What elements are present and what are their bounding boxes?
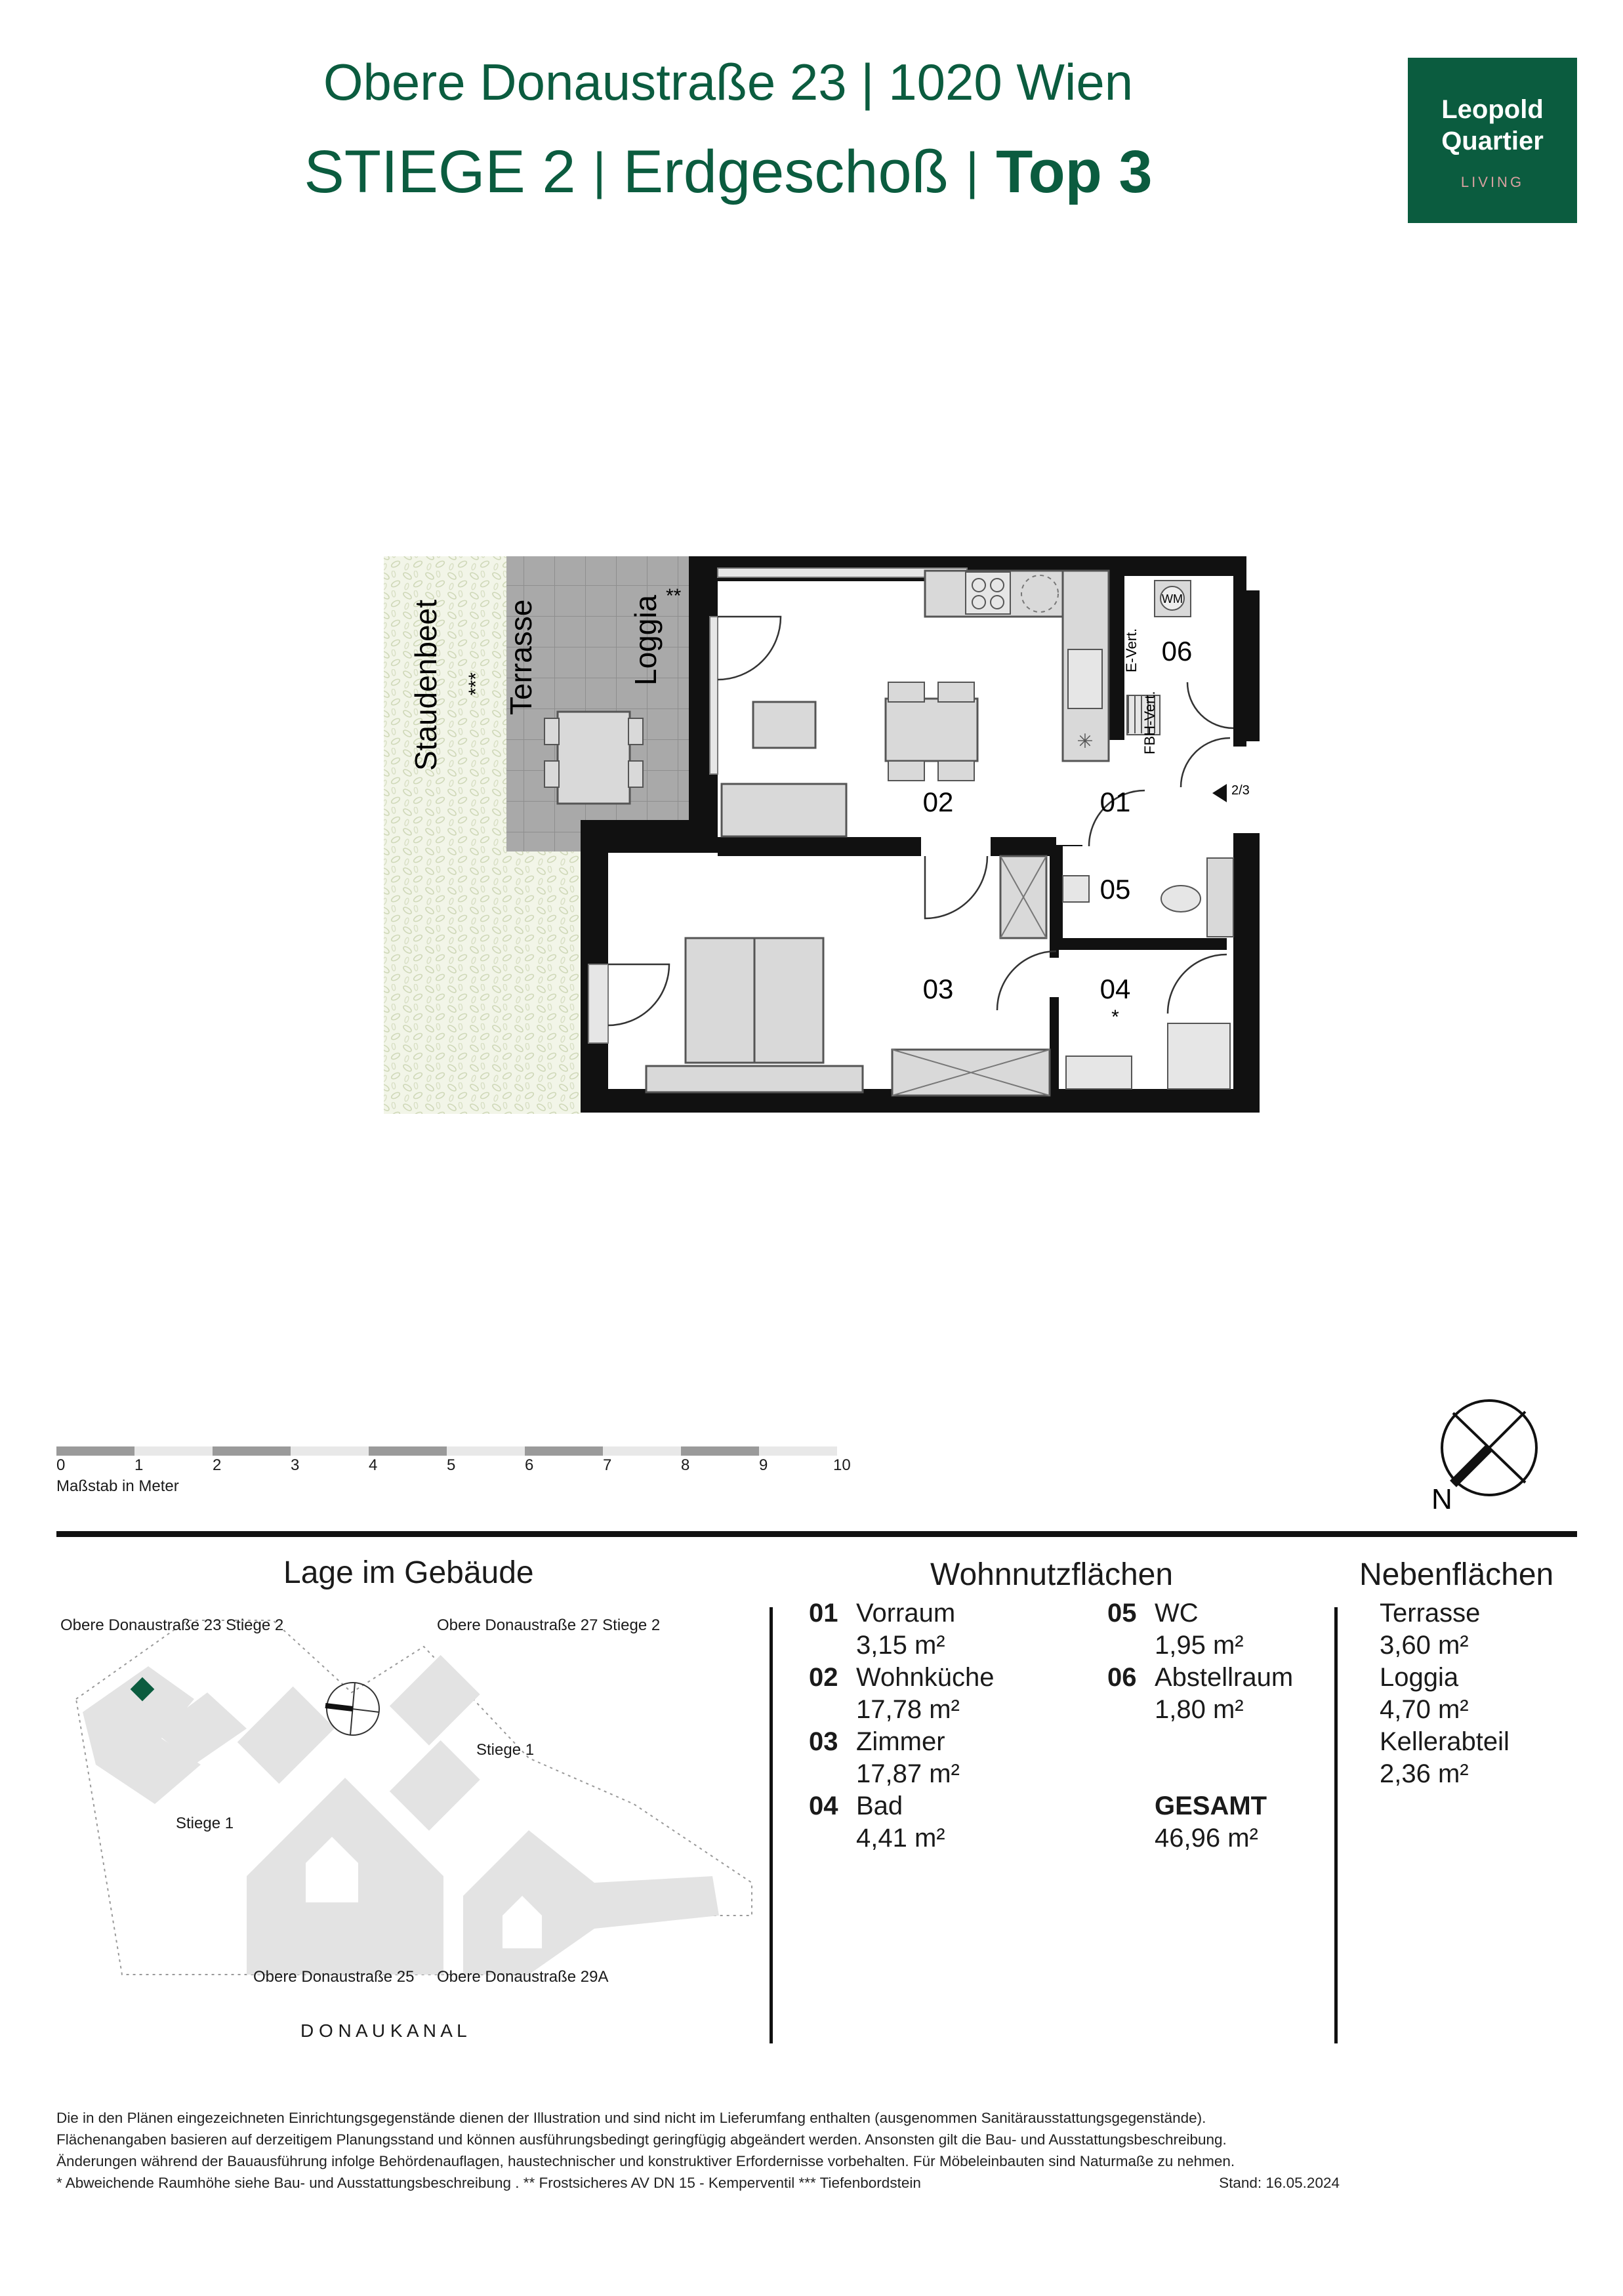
room-num: 03 <box>809 1727 838 1756</box>
room-area: 1,80 m² <box>1155 1695 1244 1724</box>
room-num: 04 <box>809 1792 838 1820</box>
room-name: Zimmer <box>856 1727 945 1756</box>
room-num: 06 <box>1107 1663 1137 1692</box>
neben-entry-kellerabteil <box>1380 1726 1510 1790</box>
scale-tick: 3 <box>291 1456 300 1474</box>
scale-tick: 8 <box>681 1456 690 1474</box>
terrasse-label: Terrasse <box>504 599 538 715</box>
e-vert-label: E-Vert. <box>1123 628 1140 672</box>
scale-tick: 2 <box>213 1456 222 1474</box>
site-label-stiege1-right: Stiege 1 <box>476 1741 535 1759</box>
staudenbeet-label: Staudenbeet <box>409 600 443 771</box>
scale-caption: Maßstab in Meter <box>56 1477 179 1495</box>
title-separator: | <box>592 142 606 199</box>
room-name: Bad <box>856 1792 903 1820</box>
room-entry-05 <box>1107 1597 1244 1662</box>
room-name: Wohnküche <box>856 1663 995 1692</box>
neben-name: Terrasse <box>1380 1599 1481 1628</box>
title-floor: Erdgeschoß <box>623 138 949 205</box>
room-num: 01 <box>809 1599 838 1628</box>
room-entry-01 <box>809 1597 955 1662</box>
column-divider <box>770 1607 773 2043</box>
title-top: Top 3 <box>996 138 1153 205</box>
shower <box>1168 1023 1230 1089</box>
room-entry-06 <box>1107 1662 1293 1726</box>
disclaimer-line: Flächenangaben basieren auf derzeitigem Planungsstand und können ausführungsbedingt geringfügig abgeändert werden. Ansonsten gilt die Bau- und Ausstattungsbeschreibung. <box>56 2131 1227 2148</box>
disclaimer <box>56 2107 1565 2194</box>
room-area: 3,15 m² <box>856 1631 945 1660</box>
lage-heading: Lage im Gebäude <box>283 1555 534 1590</box>
entrance-label: 2/3 <box>1231 783 1250 798</box>
room-area: 1,95 m² <box>1155 1631 1244 1660</box>
room-area: 17,87 m² <box>856 1759 960 1788</box>
disclaimer-line: Die in den Plänen eingezeichneten Einrichtungsgegenstände dienen der Illustration und sind nicht im Lieferumfang enthalten (ausgenommen Sanitärausstattungsgegenstände). <box>56 2110 1206 2126</box>
neben-area: 2,36 m² <box>1380 1759 1469 1788</box>
total-value: 46,96 m² <box>1155 1824 1258 1853</box>
north-arrow-icon <box>1442 1401 1536 1495</box>
disclaimer-line: * Abweichende Raumhöhe siehe Bau- und Ausstattungsbeschreibung . ** Frostsicheres AV DN 15 - Kemperventil *** Tiefenbordstein <box>56 2175 921 2191</box>
staudenbeet-mark: *** <box>465 672 487 695</box>
room-name: Vorraum <box>856 1599 956 1628</box>
scale-tick: 0 <box>56 1456 66 1474</box>
scale-tick: 4 <box>369 1456 378 1474</box>
section-divider <box>56 1531 1577 1537</box>
site-label-od27: Obere Donaustraße 27 Stiege 2 <box>437 1616 661 1634</box>
room-entry-04 <box>809 1790 945 1855</box>
total-label: GESAMT <box>1155 1792 1267 1820</box>
logo-line3: LIVING <box>1460 174 1525 190</box>
site-label-od25: Obere Donaustraße 25 <box>253 1968 415 1986</box>
scale-tick: 7 <box>603 1456 612 1474</box>
scale-tick: 5 <box>447 1456 456 1474</box>
neben-name: Kellerabteil <box>1380 1727 1510 1756</box>
room-entry-03 <box>809 1726 960 1790</box>
room-num: 02 <box>809 1663 838 1692</box>
bath-sink <box>1066 1056 1132 1089</box>
neben-area: 3,60 m² <box>1380 1631 1469 1660</box>
room-label-06: 06 <box>1161 636 1193 666</box>
room-area: 4,41 m² <box>856 1824 945 1853</box>
north-label: N <box>1431 1483 1452 1509</box>
scale-tick: 9 <box>759 1456 768 1474</box>
site-label-od23: Obere Donaustraße 23 Stiege 2 <box>60 1616 284 1634</box>
room-label-01: 01 <box>1099 787 1131 817</box>
fbh-vert-label: FBH-Vert. <box>1141 691 1158 754</box>
room-area: 17,78 m² <box>856 1695 960 1724</box>
room-num: 05 <box>1107 1599 1137 1628</box>
room-name: Abstellraum <box>1155 1663 1294 1692</box>
title-stiege: STIEGE 2 <box>304 138 576 205</box>
logo-line1: Leopold <box>1441 95 1544 124</box>
dining-table <box>886 699 977 761</box>
room-label-05: 05 <box>1099 874 1131 905</box>
room-entry-02 <box>809 1662 995 1726</box>
sink <box>1068 649 1102 708</box>
loggia-label: Loggia <box>628 594 663 686</box>
nebenflaechen-heading: Nebenflächen <box>1359 1557 1554 1592</box>
logo-line2: Quartier <box>1441 127 1544 155</box>
toilet <box>1161 886 1201 912</box>
room-label-03: 03 <box>922 974 954 1004</box>
stove <box>966 572 1010 614</box>
site-label-stiege1-left: Stiege 1 <box>176 1814 234 1832</box>
wm-label: WM <box>1162 592 1183 605</box>
scale-tick: 10 <box>833 1456 851 1474</box>
neben-name: Loggia <box>1380 1663 1459 1692</box>
disclaimer-line: Änderungen während der Bauausführung infolge Behördenauflagen, haustechnischer und konstruktiver Erfordernisse vorbehalten. Für Möbeleinbauten sind Naturmaße zu nehmen. <box>56 2153 1235 2169</box>
loggia-mark: ** <box>666 585 682 607</box>
stand-date: Stand: 16.05.2024 <box>1219 2175 1340 2191</box>
coffee-table <box>753 702 815 748</box>
wohnnutzflaechen-heading: Wohnnutzflächen <box>930 1557 1174 1592</box>
site-plan <box>56 1607 765 2066</box>
title-separator: | <box>965 142 979 199</box>
address-heading: Obere Donaustraße 23 | 1020 Wien <box>323 53 1134 111</box>
total-entry <box>1107 1790 1267 1855</box>
terrace-table <box>558 712 630 804</box>
sofa <box>722 784 846 836</box>
neben-entry-loggia <box>1380 1662 1469 1726</box>
room-name: WC <box>1155 1599 1199 1628</box>
neben-area: 4,70 m² <box>1380 1695 1469 1724</box>
column-divider <box>1334 1607 1338 2043</box>
room-label-04: 04 <box>1099 974 1131 1004</box>
scale-bar <box>56 1446 837 1456</box>
svg-text:✳: ✳ <box>1077 731 1094 752</box>
scale-tick: 1 <box>134 1456 144 1474</box>
scale-tick: 6 <box>525 1456 534 1474</box>
neben-entry-terrasse <box>1380 1597 1480 1662</box>
room-label-02: 02 <box>922 787 954 817</box>
bath-asterisk: * <box>1111 1006 1119 1028</box>
site-label-od29a: Obere Donaustraße 29A <box>437 1968 609 1986</box>
site-label-donaukanal: D O N A U K A N A L <box>300 2020 467 2041</box>
